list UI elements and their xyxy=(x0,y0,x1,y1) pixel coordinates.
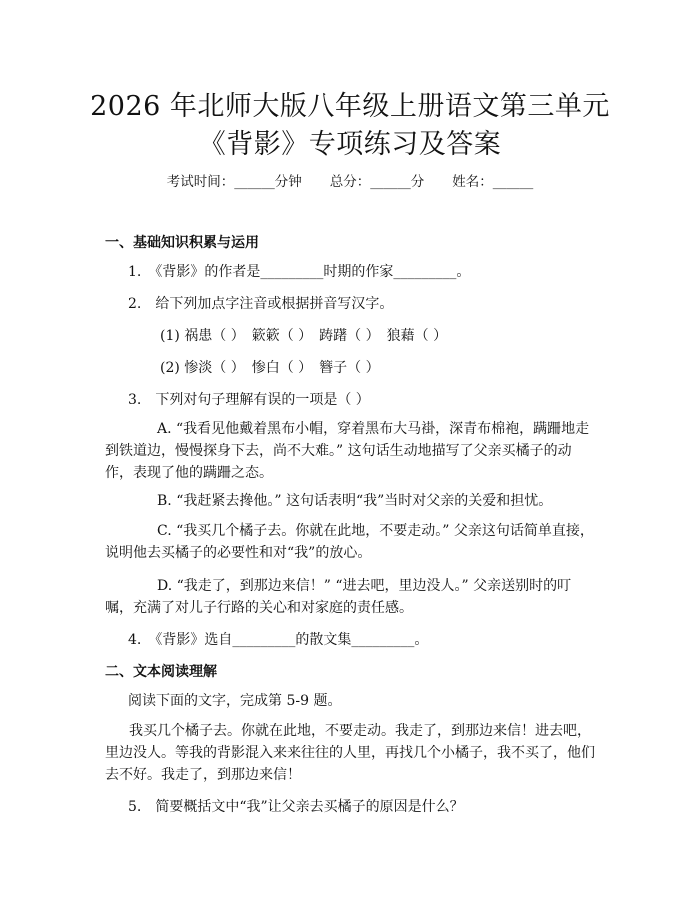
reading-instructions: 阅读下面的文字，完成第 5-9 题。 xyxy=(128,693,342,709)
reading-passage: 我买几个橘子去。你就在此地，不要走动。我走了，到那边来信！进去吧，里边没人。等我的背影混入来来往往的人里，再找几个小橘子，我不买了，他们去不好。我走了，到那边来信！ xyxy=(105,723,595,783)
question-1: 1. 《背影》的作者是_________时期的作家_________。 xyxy=(128,264,471,280)
total-score-field: 总分：______分 xyxy=(329,174,425,190)
question-3-option-c: C. “我买几个橘子去。你就在此地，不要走动。” 父亲这句话简单直接，说明他去买橘子的必要性和对“我”的放心。 xyxy=(105,523,594,561)
question-3: 3. 下列对句子理解有误的一项是（ ） xyxy=(128,392,370,408)
question-2-row-2: (2) 惨淡（ ） 惨白（ ） 簪子（ ） xyxy=(160,360,380,376)
section-heading-reading: 二、文本阅读理解 xyxy=(105,664,217,680)
document-title-line1: 2026 年北师大版八年级上册语文第三单元 xyxy=(90,91,610,122)
question-2: 2. 给下列加点字注音或根据拼音写汉字。 xyxy=(128,296,394,312)
question-5: 5. 简要概括文中“我”让父亲去买橘子的原因是什么？ xyxy=(128,799,464,815)
question-3-option-d: D. “我走了，到那边来信！” “进去吧，里边没人。” 父亲送别时的叮嘱，充满了对儿子行路的关心和对家庭的责任感。 xyxy=(105,578,572,616)
exam-info xyxy=(0,170,700,190)
question-3-option-b: B. “我赶紧去搀他。” 这句话表明“我”当时对父亲的关爱和担忧。 xyxy=(157,493,553,509)
question-4: 4. 《背影》选自_________的散文集_________。 xyxy=(128,632,429,648)
exam-time-field: 考试时间：______分钟 xyxy=(166,174,302,190)
section-heading-basic-knowledge: 一、基础知识积累与运用 xyxy=(105,235,259,251)
student-name-field: 姓名：______ xyxy=(452,174,534,190)
question-2-row-1: (1) 祸患（ ） 簌簌（ ） 踌躇（ ） 狼藉（ ） xyxy=(160,328,448,344)
question-3-option-a: A. “我看见他戴着黑布小帽，穿着黑布大马褂，深青布棉袍，蹒跚地走到铁道边，慢慢探身下去，尚不大难。” 这句话生动地描写了父亲买橘子的动作，表现了他的蹒跚之态。 xyxy=(105,421,590,481)
document-title-line2: 《背影》专项练习及答案 xyxy=(198,129,502,160)
